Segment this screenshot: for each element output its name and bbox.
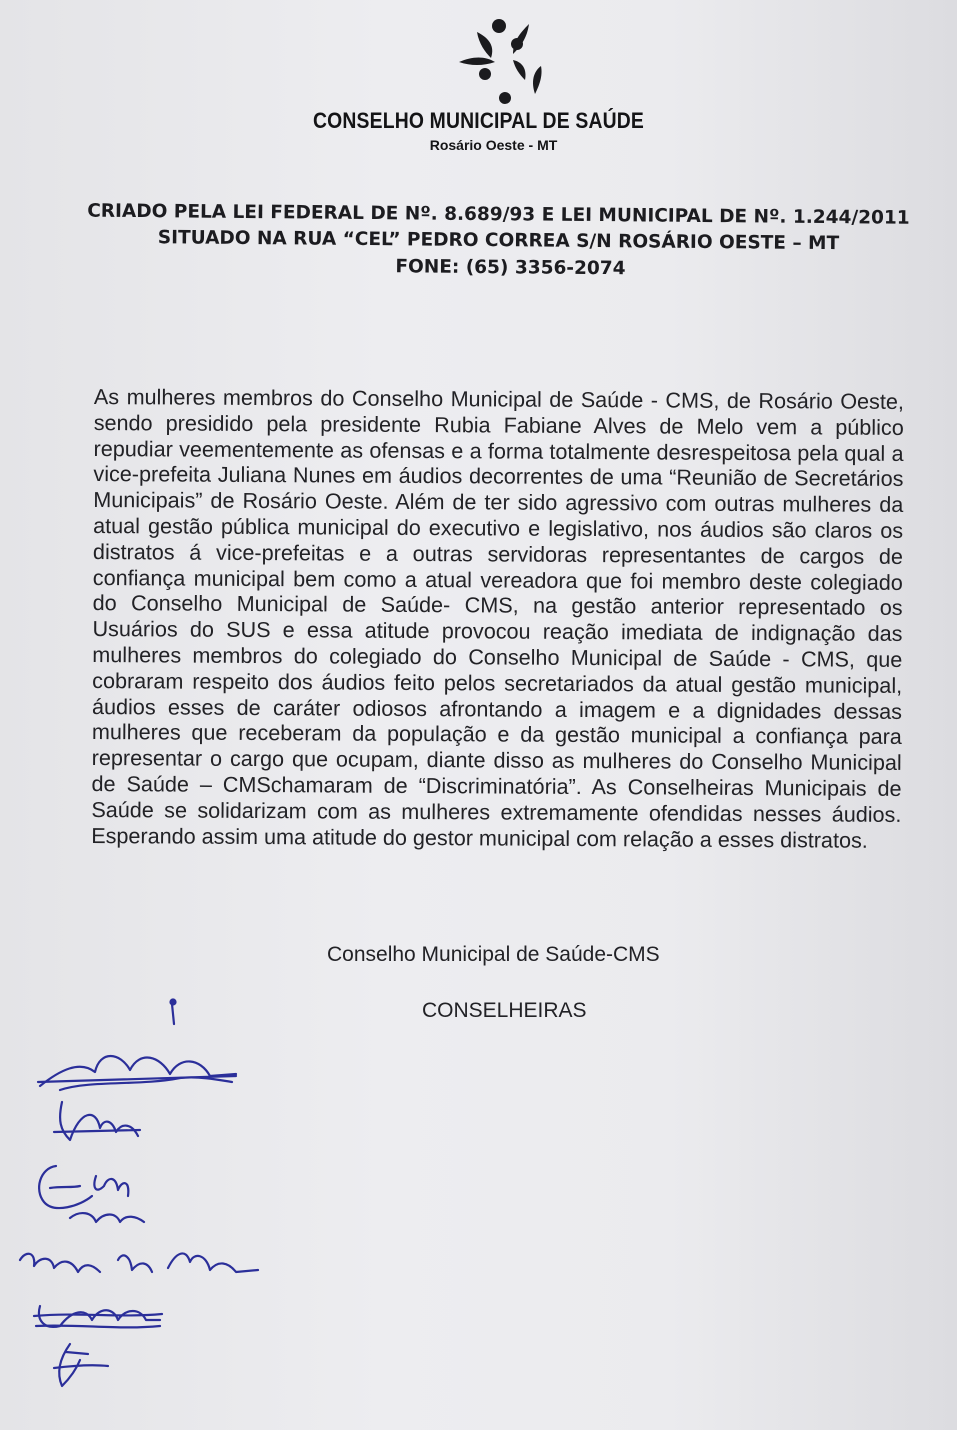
legal-basis-line: CRIADO PELA LEI FEDERAL DE Nº. 8.689/93 E LEI MUNICIPAL DE Nº. 1.244/2011 bbox=[87, 200, 910, 229]
signature-role: CONSELHEIRAS bbox=[422, 999, 587, 1022]
organization-city: Rosário Oeste - MT bbox=[429, 137, 558, 153]
letter-body: As mulheres membros do Conselho Municipal de Saúde - CMS, de Rosário Oeste, sendo presidido pela presidente Rubia Fabiane Alves de Melo vem a público repudiar veementemente as ofensas e a forma totalmente desrespeitosa pela qual a vice-prefeita Juliana Nunes em áudios decorrentes de uma “Reunião de Secretários Municipais” de Rosário Oeste. Além de ter sido agressivo com outras mulheres da atual gestão pública municipal do executivo e legislativo, nos áudios são claros os distratos á vice-prefeitas e a outras servidoras representantes de cargos de confiança municipal bem como a atual vereadora que foi membro deste colegiado do Conselho Municipal de Saúde- CMS, na gestão anterior representado os Usuários do SUS e essa atitude provocou reação imediata de indignação das mulheres membros do colegiado do Conselho Municipal de Saúde - CMS, que cobraram respeito dos áudios feito pelos secretariados da atual gestão municipal, áudios esses de caráter odiosos afrontando a imagem e a dignidades dessas mulheres que receberam da população e da gestão municipal a confiança para representar o cargo que ocupam, diante disso as mulheres do Conselho Municipal de Saúde – CMSchamaram de “Discriminatória”. As Conselheiras Municipais de Saúde se solidarizam com as mulheres extremamente ofendidas nesses áudios. Esperando assim uma atitude do gestor municipal com relação a esses distratos. bbox=[91, 384, 904, 853]
organization-name: CONSELHO MUNICIPAL DE SAÚDE bbox=[312, 108, 645, 133]
council-emblem-icon bbox=[455, 16, 547, 108]
address-line: SITUADO NA RUA “CEL” PEDRO CORREA S/N ROSÁRIO OESTE – MT bbox=[157, 227, 840, 255]
phone-line: FONE: (65) 3356-2074 bbox=[395, 256, 626, 280]
signature-organization: Conselho Municipal de Saúde-CMS bbox=[327, 943, 660, 966]
handwritten-signatures bbox=[0, 990, 320, 1410]
